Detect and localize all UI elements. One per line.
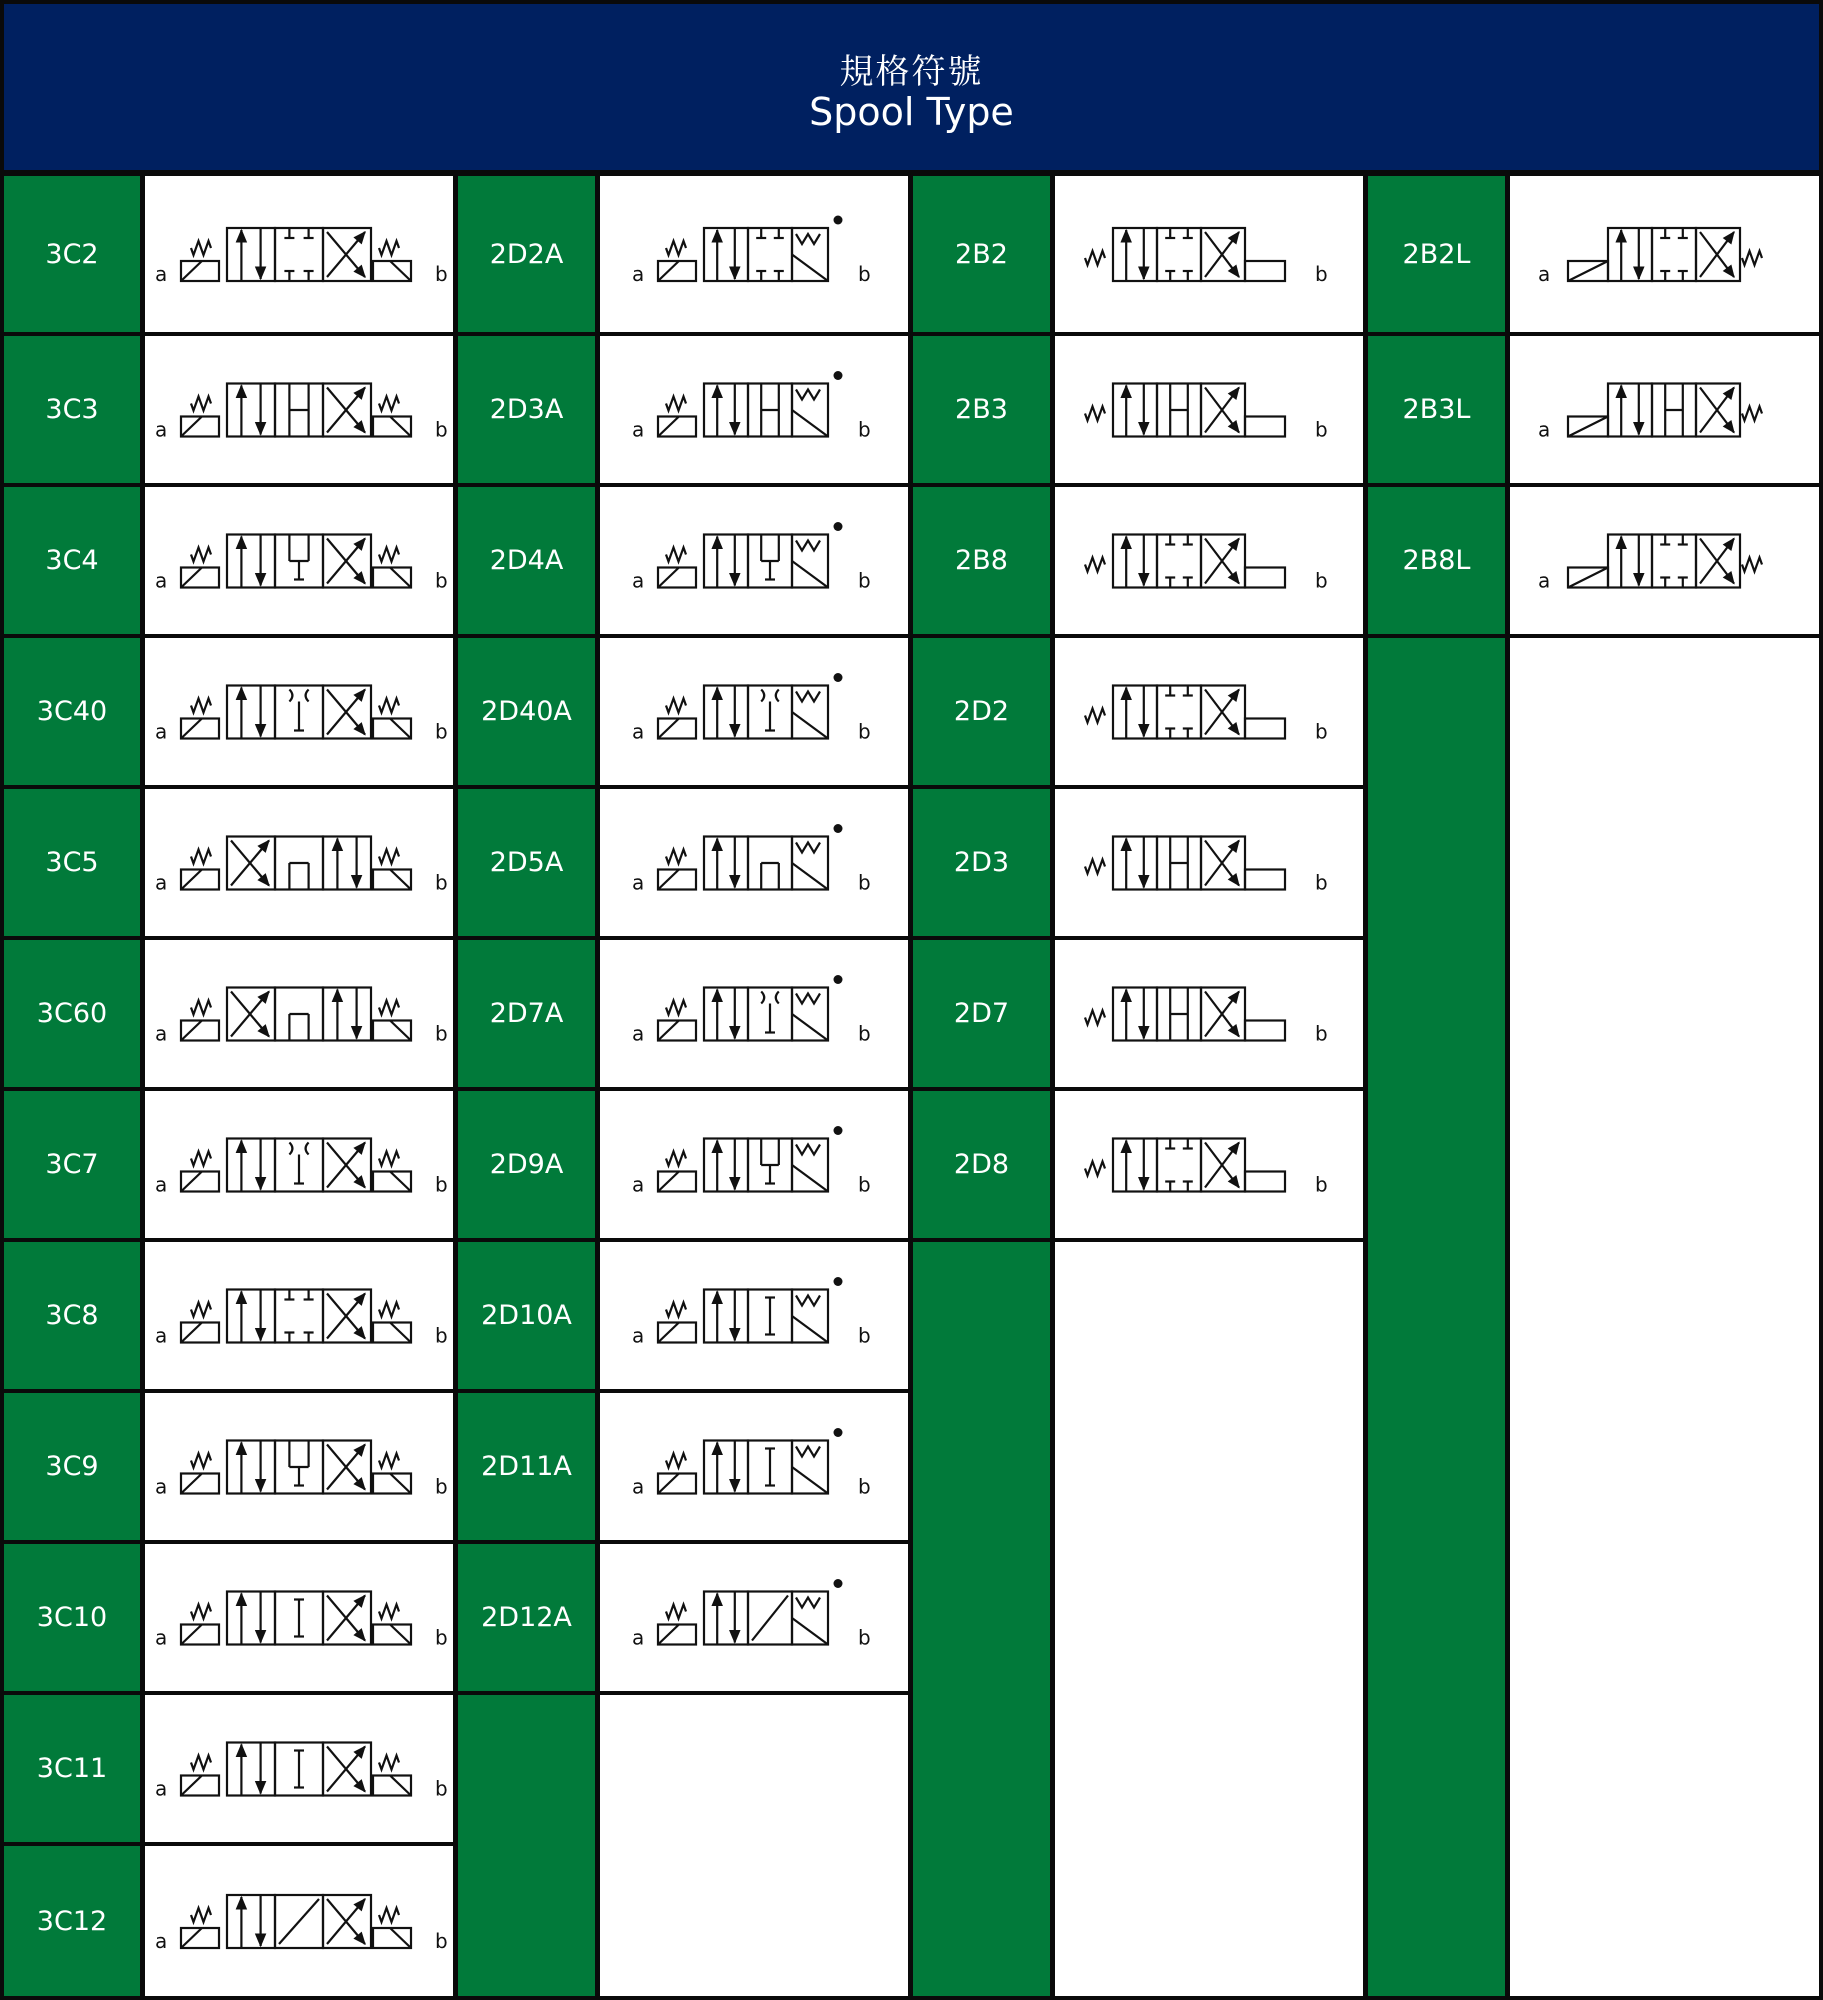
spool-code-cell: 2D4A: [458, 487, 595, 634]
svg-text:a: a: [632, 1474, 645, 1499]
spool-symbol-cell: [145, 1393, 453, 1540]
hydraulic-valve-symbol-icon: [145, 1393, 453, 1540]
svg-text:a: a: [1538, 568, 1551, 593]
hydraulic-valve-symbol-icon: [1055, 1091, 1363, 1238]
hydraulic-valve-symbol-icon: [145, 487, 453, 634]
hydraulic-valve-symbol-icon: [600, 1091, 908, 1238]
spool-code-cell: 2D3: [913, 789, 1050, 936]
spool-symbol-cell: [600, 176, 908, 332]
hydraulic-valve-symbol-icon: [1510, 176, 1819, 332]
spool-symbol-cell: [600, 487, 908, 634]
spool-code-cell: 2D7: [913, 940, 1050, 1087]
svg-text:a: a: [1538, 417, 1551, 442]
svg-text:a: a: [155, 1172, 168, 1197]
spool-code-cell: 2B3: [913, 336, 1050, 483]
svg-text:b: b: [1315, 568, 1328, 593]
svg-text:b: b: [858, 719, 871, 744]
spool-code-cell: 2B8L: [1368, 487, 1505, 634]
spool-symbol-cell: [145, 1846, 453, 1996]
svg-text:b: b: [858, 1474, 871, 1499]
empty-symbol-column: [1055, 1242, 1363, 1996]
spool-symbol-cell: [1055, 1091, 1363, 1238]
spool-code-cell: 3C40: [4, 638, 140, 785]
spool-symbol-cell: [145, 487, 453, 634]
hydraulic-valve-symbol-icon: [1055, 487, 1363, 634]
spool-symbol-cell: [600, 1393, 908, 1540]
spool-code-cell: 2B2L: [1368, 176, 1505, 332]
svg-text:a: a: [155, 568, 168, 593]
spool-symbol-cell: [1055, 638, 1363, 785]
hydraulic-valve-symbol-icon: [145, 336, 453, 483]
spool-symbol-cell: [145, 176, 453, 332]
header-title-zh: 規格符號: [839, 52, 984, 92]
spool-symbol-cell: [600, 1091, 908, 1238]
hydraulic-valve-symbol-icon: [1055, 789, 1363, 936]
spool-code-cell: 3C12: [4, 1846, 140, 1996]
svg-text:a: a: [632, 1172, 645, 1197]
spool-code-cell: 2D7A: [458, 940, 595, 1087]
spool-symbol-cell: [145, 1695, 453, 1842]
hydraulic-valve-symbol-icon: [145, 1695, 453, 1842]
hydraulic-valve-symbol-icon: [1510, 487, 1819, 634]
svg-text:b: b: [435, 417, 448, 442]
svg-text:b: b: [435, 1323, 448, 1348]
svg-text:a: a: [155, 262, 168, 286]
spool-symbol-cell: [145, 336, 453, 483]
spool-code-cell: 3C60: [4, 940, 140, 1087]
hydraulic-valve-symbol-icon: [145, 789, 453, 936]
svg-text:b: b: [1315, 417, 1328, 442]
svg-text:b: b: [435, 1929, 448, 1953]
svg-text:b: b: [858, 1323, 871, 1348]
hydraulic-valve-symbol-icon: [145, 1544, 453, 1691]
svg-text:a: a: [155, 1021, 168, 1046]
svg-text:b: b: [858, 1021, 871, 1046]
hydraulic-valve-symbol-icon: [600, 1544, 908, 1691]
svg-text:b: b: [858, 417, 871, 442]
hydraulic-valve-symbol-icon: [1055, 940, 1363, 1087]
spool-symbol-cell: [1055, 940, 1363, 1087]
spool-code-cell: 2B2: [913, 176, 1050, 332]
svg-text:a: a: [155, 1625, 168, 1650]
svg-text:b: b: [435, 1172, 448, 1197]
spool-code-cell: 3C5: [4, 789, 140, 936]
svg-text:b: b: [1315, 870, 1328, 895]
empty-code-column: [1368, 638, 1505, 1996]
spool-code-cell: 3C7: [4, 1091, 140, 1238]
svg-text:a: a: [632, 1323, 645, 1348]
header-title-en: Spool Type: [809, 90, 1014, 134]
spool-symbol-cell: [1055, 487, 1363, 634]
svg-text:b: b: [435, 719, 448, 744]
spool-code-cell: 3C3: [4, 336, 140, 483]
spool-symbol-cell: [145, 1544, 453, 1691]
spool-code-cell: 2D2A: [458, 176, 595, 332]
svg-text:b: b: [858, 1625, 871, 1650]
spool-code-cell: 2D3A: [458, 336, 595, 483]
spool-code-cell: 2D5A: [458, 789, 595, 936]
hydraulic-valve-symbol-icon: [145, 1242, 453, 1389]
svg-text:b: b: [858, 568, 871, 593]
spool-symbol-cell: [1055, 789, 1363, 936]
svg-text:b: b: [858, 262, 871, 286]
spool-symbol-cell: [145, 940, 453, 1087]
svg-text:a: a: [1538, 262, 1551, 286]
spool-symbol-cell: [1055, 336, 1363, 483]
svg-text:a: a: [632, 568, 645, 593]
svg-text:a: a: [632, 719, 645, 744]
spool-code-cell: 2D40A: [458, 638, 595, 785]
spool-symbol-cell: [600, 940, 908, 1087]
hydraulic-valve-symbol-icon: [1055, 336, 1363, 483]
hydraulic-valve-symbol-icon: [1510, 336, 1819, 483]
svg-text:a: a: [632, 417, 645, 442]
svg-text:a: a: [155, 1323, 168, 1348]
empty-symbol-column: [600, 1695, 908, 1996]
empty-symbol-column: [1510, 638, 1819, 1996]
empty-code-column: [913, 1242, 1050, 1996]
svg-text:a: a: [155, 1929, 168, 1953]
svg-text:a: a: [155, 1474, 168, 1499]
hydraulic-valve-symbol-icon: [145, 1091, 453, 1238]
svg-text:a: a: [632, 262, 645, 286]
hydraulic-valve-symbol-icon: [1055, 638, 1363, 785]
spool-code-cell: 2D12A: [458, 1544, 595, 1691]
spool-symbol-cell: [1510, 176, 1819, 332]
spool-code-cell: 2D11A: [458, 1393, 595, 1540]
spool-code-cell: 3C8: [4, 1242, 140, 1389]
svg-text:b: b: [435, 1776, 448, 1801]
spool-symbol-cell: [145, 1091, 453, 1238]
spool-symbol-cell: [600, 1242, 908, 1389]
svg-text:a: a: [155, 1776, 168, 1801]
svg-text:a: a: [632, 870, 645, 895]
spool-symbol-cell: [600, 638, 908, 785]
svg-text:b: b: [1315, 262, 1328, 286]
spool-code-cell: 3C2: [4, 176, 140, 332]
svg-text:b: b: [1315, 1172, 1328, 1197]
hydraulic-valve-symbol-icon: [600, 336, 908, 483]
spool-code-cell: 2B8: [913, 487, 1050, 634]
svg-text:a: a: [632, 1021, 645, 1046]
svg-text:a: a: [155, 870, 168, 895]
hydraulic-valve-symbol-icon: [600, 638, 908, 785]
hydraulic-valve-symbol-icon: [600, 789, 908, 936]
svg-text:b: b: [435, 1474, 448, 1499]
svg-text:b: b: [858, 1172, 871, 1197]
spool-code-cell: 2D9A: [458, 1091, 595, 1238]
hydraulic-valve-symbol-icon: [145, 638, 453, 785]
svg-text:b: b: [858, 870, 871, 895]
svg-text:b: b: [1315, 1021, 1328, 1046]
spool-code-cell: 2D10A: [458, 1242, 595, 1389]
hydraulic-valve-symbol-icon: [600, 1393, 908, 1540]
spool-symbol-cell: [145, 638, 453, 785]
spool-symbol-cell: [1510, 336, 1819, 483]
spool-code-cell: 2D2: [913, 638, 1050, 785]
svg-text:a: a: [155, 719, 168, 744]
hydraulic-valve-symbol-icon: [1055, 176, 1363, 332]
hydraulic-valve-symbol-icon: [145, 1846, 453, 1996]
svg-text:b: b: [435, 568, 448, 593]
spool-symbol-cell: [145, 1242, 453, 1389]
svg-text:b: b: [435, 1021, 448, 1046]
svg-text:b: b: [435, 870, 448, 895]
spool-code-cell: 3C4: [4, 487, 140, 634]
spool-code-cell: 3C10: [4, 1544, 140, 1691]
hydraulic-valve-symbol-icon: [600, 487, 908, 634]
svg-text:b: b: [435, 1625, 448, 1650]
spool-code-cell: 2B3L: [1368, 336, 1505, 483]
spool-code-cell: 3C9: [4, 1393, 140, 1540]
spool-symbol-cell: [600, 336, 908, 483]
spool-symbol-cell: [600, 1544, 908, 1691]
hydraulic-valve-symbol-icon: [600, 940, 908, 1087]
svg-text:a: a: [632, 1625, 645, 1650]
svg-text:b: b: [1315, 719, 1328, 744]
svg-text:a: a: [155, 417, 168, 442]
hydraulic-valve-symbol-icon: [600, 176, 908, 332]
spool-code-cell: 2D8: [913, 1091, 1050, 1238]
spool-symbol-cell: [1510, 487, 1819, 634]
spool-code-cell: 3C11: [4, 1695, 140, 1842]
spool-symbol-cell: [600, 789, 908, 936]
spool-symbol-cell: [145, 789, 453, 936]
spool-symbol-cell: [1055, 176, 1363, 332]
hydraulic-valve-symbol-icon: [600, 1242, 908, 1389]
svg-text:b: b: [435, 262, 448, 286]
hydraulic-valve-symbol-icon: [145, 940, 453, 1087]
empty-code-column: [458, 1695, 595, 1996]
hydraulic-valve-symbol-icon: [145, 176, 453, 332]
